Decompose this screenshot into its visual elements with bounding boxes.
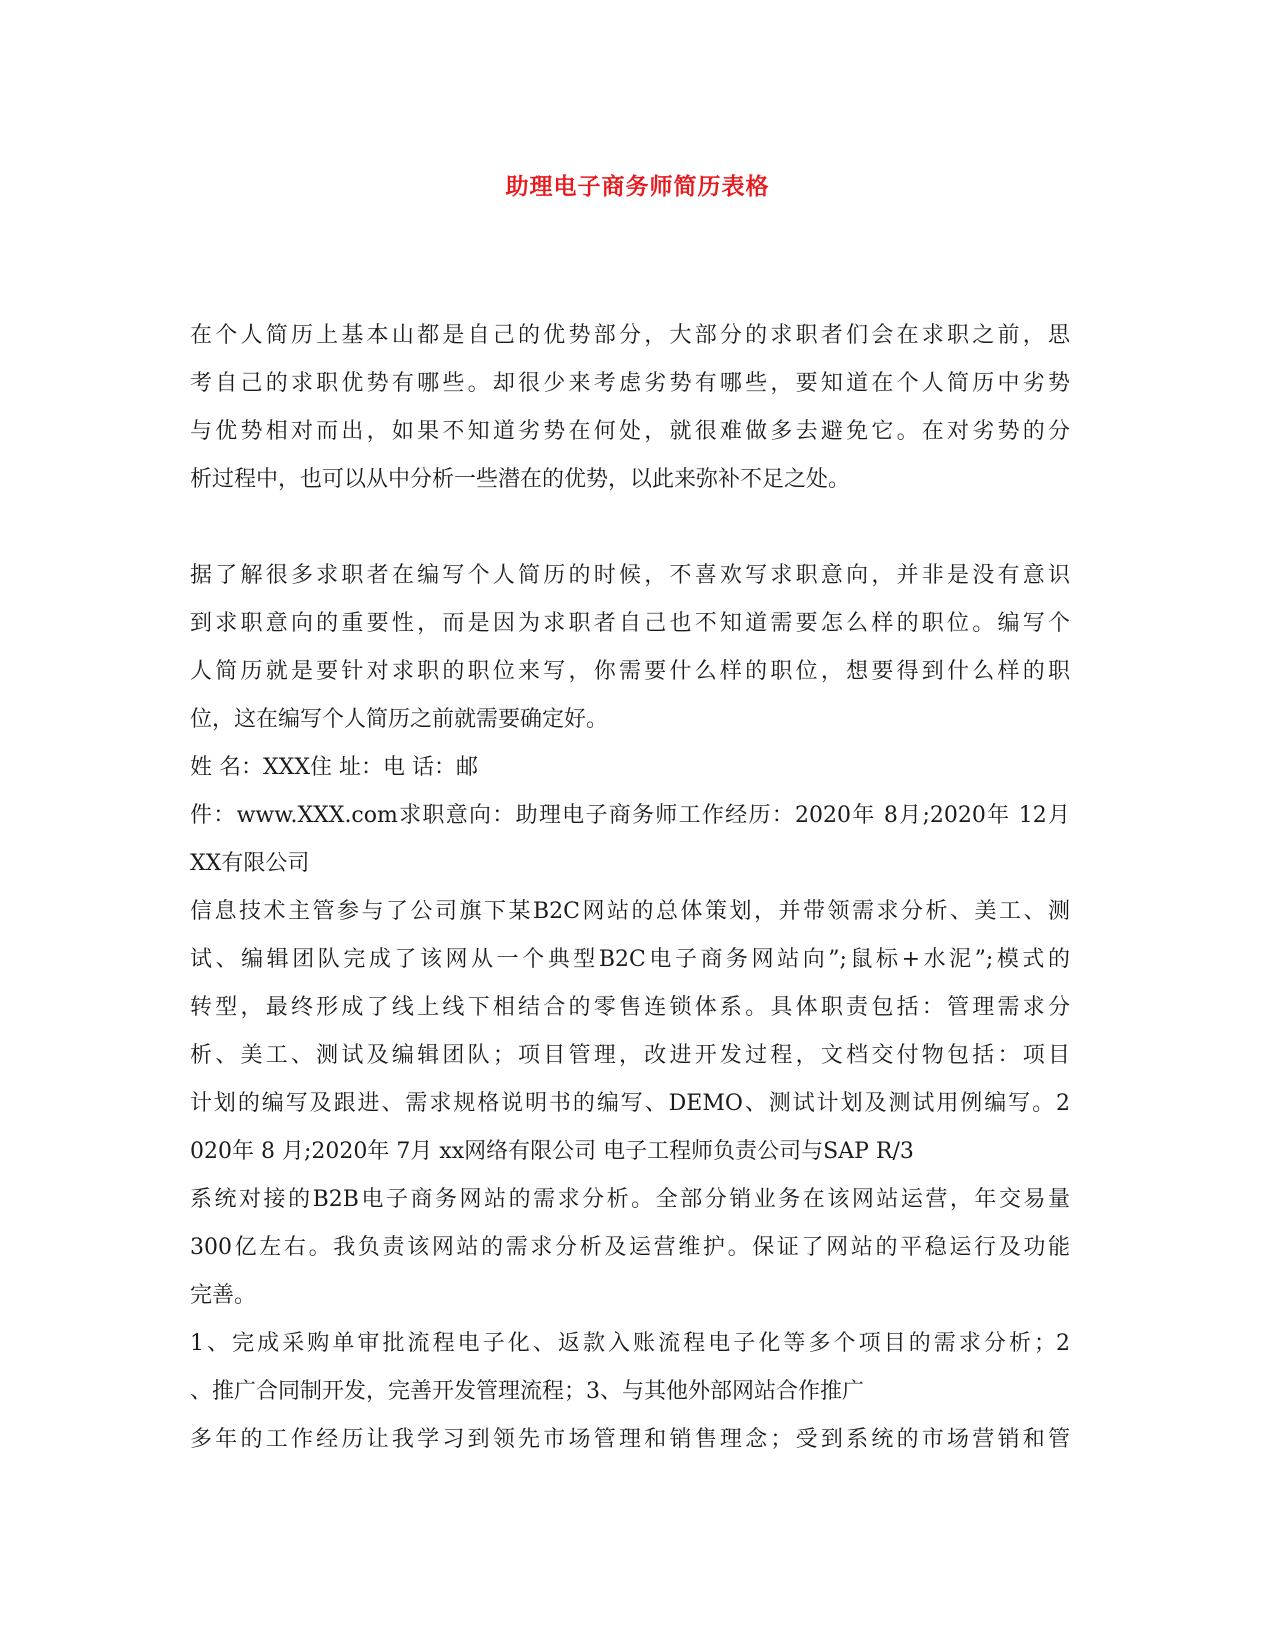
resume-line: 试、编辑团队完成了该网从一个典型B2C电子商务网站向”;鼠标+水泥”;模式的 xyxy=(190,947,1070,972)
resume-line: 系统对接的B2B电子商务网站的需求分析。全部分销业务在该网站运营，年交易量 xyxy=(190,1187,1070,1212)
resume-line: 转型，最终形成了线上线下相结合的零售连锁体系。具体职责包括：管理需求分 xyxy=(190,995,1070,1020)
resume-line: 信息技术主管参与了公司旗下某B2C网站的总体策划，并带领需求分析、美工、测 xyxy=(190,899,1070,924)
resume-line: XX有限公司 xyxy=(190,851,310,876)
resume-line: 、推广合同制开发，完善开发管理流程；3、与其他外部网站合作推广 xyxy=(190,1379,864,1404)
resume-line: 析、美工、测试及编辑团队；项目管理，改进开发过程，文档交付物包括：项目 xyxy=(190,1043,1070,1068)
paragraph-line: 据了解很多求职者在编写个人简历的时候，不喜欢写求职意向，并非是没有意识 xyxy=(190,563,1070,588)
resume-line: 020年 8 月;2020年 7月 xx网络有限公司 电子工程师负责公司与SAP R/3 xyxy=(190,1139,914,1164)
resume-line: 姓 名：XXX住 址：电 话：邮 xyxy=(190,755,478,780)
resume-line: 计划的编写及跟进、需求规格说明书的编写、DEMO、测试计划及测试用例编写。2 xyxy=(190,1091,1070,1116)
resume-line: 多年的工作经历让我学习到领先市场管理和销售理念；受到系统的市场营销和管 xyxy=(190,1427,1070,1452)
resume-line: 300亿左右。我负责该网站的需求分析及运营维护。保证了网站的平稳运行及功能 xyxy=(190,1235,1070,1260)
paragraph-line: 到求职意向的重要性，而是因为求职者自己也不知道需要怎么样的职位。编写个 xyxy=(190,611,1070,636)
paragraph-line: 析过程中，也可以从中分析一些潜在的优势，以此来弥补不足之处。 xyxy=(190,467,851,492)
resume-line: 1、完成采购单审批流程电子化、返款入账流程电子化等多个项目的需求分析；2 xyxy=(190,1331,1070,1356)
document-body xyxy=(190,312,1070,1464)
paragraph-gap xyxy=(190,504,1070,552)
paragraph-line: 位，这在编写个人简历之前就需要确定好。 xyxy=(190,707,609,732)
paragraph-line: 与优势相对而出，如果不知道劣势在何处，就很难做多去避免它。在对劣势的分 xyxy=(190,419,1070,444)
paragraph-line: 考自己的求职优势有哪些。却很少来考虑劣势有哪些，要知道在个人简历中劣势 xyxy=(190,371,1070,396)
paragraph-line: 在个人简历上基本山都是自己的优势部分，大部分的求职者们会在求职之前，思 xyxy=(190,323,1070,348)
resume-line: 件：www.XXX.com求职意向：助理电子商务师工作经历：2020年 8月;2020年 12月 xyxy=(190,803,1070,828)
document-title: 助理电子商务师简历表格 xyxy=(505,173,770,200)
resume-line: 完善。 xyxy=(190,1283,257,1308)
paragraph-line: 人简历就是要针对求职的职位来写，你需要什么样的职位，想要得到什么样的职 xyxy=(190,659,1070,684)
